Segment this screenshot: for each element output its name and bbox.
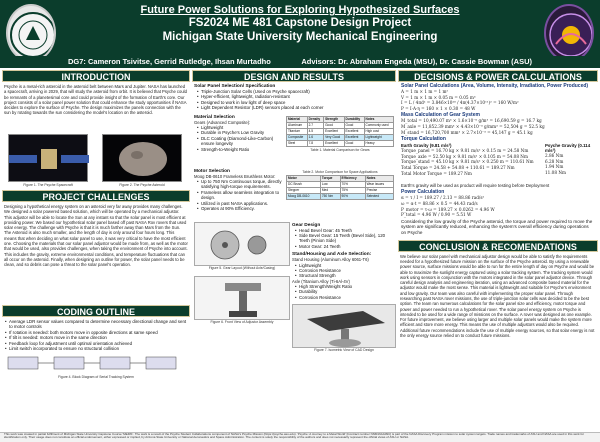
earth-gravity-label: Earth Gravity (9.81 m/s²) (401, 143, 452, 149)
earth-gravity-note: Earth's gravity will be used as product will require testing before Deployment (401, 183, 550, 189)
gear-stand-text (292, 222, 396, 353)
equation: M_axle = 11,852.39 mm³ × 4.43×10⁻³ g/mm³ = 52,504 g = 52.5 kg (401, 123, 545, 129)
psyche-gravity-label: Psyche Gravity (0.114 m/s²) (545, 143, 591, 154)
table-cell: Good (344, 140, 364, 146)
list-item: • Average LDR sensor values compared to determine necessary directional change and sent to motor controls (5, 319, 190, 330)
author-bar (0, 56, 600, 68)
list-item: • Side Bevel Gear: 15 Teeth (Bevel Side), 120 Teeth (Pinion Side) (295, 233, 396, 244)
intro-heading: INTRODUCTION (2, 70, 190, 82)
stand-heading: Stand/Housing and Axle Selection: (292, 252, 372, 258)
axle-sub: Axle (Titanium Alloy (Ti-6Al-4V) (292, 278, 350, 284)
table-cell: Steel (287, 140, 308, 146)
fig6-caption: Figure 6. Front View of Adjustor Assembly (210, 319, 274, 324)
psyche-asteroid-image (102, 134, 182, 182)
torque-calc-heading: Torque Calculation (401, 136, 446, 143)
gear-stand-block (192, 222, 396, 384)
table-cell: Excellent (324, 128, 344, 134)
psyche-torque: 1.94 Nm (545, 164, 564, 170)
list-item: • High Strength/Weight Ratio (295, 284, 396, 289)
advisors: Advisors: Dr. Abraham Engeda (MSU), Dr. Cassie Bowman (ASU) (301, 57, 532, 66)
equation: ω = α·t = 88.86 × 0.5 = 44.43 rad/s (401, 201, 478, 207)
material-table (286, 116, 394, 152)
list-item: • Operates at 90% Efficiency. (197, 206, 282, 211)
table1-caption: Table 1. Material Comparison for Gears (310, 147, 370, 152)
solar-calc-heading: Solar Panel Calculations (Area, Volume, Intensity, Irradiation, Power Produced) (401, 83, 589, 89)
motor-table (286, 170, 394, 200)
psyche-torque: 2.86 Nm (545, 153, 564, 159)
list-item: • Structural Strength (295, 273, 396, 278)
table-cell: Composite (287, 134, 308, 140)
table-cell: Titanium (287, 128, 308, 134)
equation: A = 1 m × 1 m = 1 m² (401, 89, 449, 94)
table-cell: 90% (340, 193, 365, 199)
list-item: • If rotation is needed: both motors move in opposite directions at same speed (5, 330, 190, 335)
axle-list (292, 284, 396, 300)
fig7-caption: Figure 7. Isometric View of CAD Design (314, 348, 374, 353)
table-cell: DC Brush (287, 181, 321, 187)
solar-list (194, 89, 394, 111)
table-cell: 1.6 (307, 134, 323, 140)
table-cell: Med (320, 187, 340, 193)
column-right (398, 70, 598, 430)
equation: Total Motor Torque = 189.27 Nm (401, 170, 472, 176)
table-cell: Very Good (324, 134, 344, 140)
material-list (194, 125, 282, 152)
table-cell: Wear issues (365, 181, 393, 187)
table-cell: Aluminum (287, 122, 308, 128)
cad-isometric-image (292, 304, 396, 348)
table-header: Motor (287, 175, 321, 181)
table-row (287, 193, 394, 199)
list-item: • Frameless allow seamless integration to design. (197, 190, 282, 201)
table-header: Material (287, 116, 308, 122)
table-cell: Lightweight (364, 134, 393, 140)
stand-sub: Stand Housing (Aluminum Alloy 6061-T6) (292, 257, 369, 263)
list-item: • Triple-Junction Solar Cells (Used on Psyche spacecraft) (197, 89, 394, 94)
table-cell: Commonly used (364, 122, 393, 128)
msu-seal-logo (6, 4, 56, 62)
motor-list (194, 179, 282, 211)
table-header: Efficiency (340, 175, 365, 181)
fig1-caption: Figure 1. The Psyche Spacecraft (23, 183, 73, 187)
table-header: Strength (324, 116, 344, 122)
table-cell: Precise (365, 187, 393, 193)
equation: Total Torque = 24.58 + 54.08 + 110.61 = 189.27 Nm (401, 164, 515, 170)
equation: V = 1 m × 1 m × 0.05 m = 0.05 m³ (401, 94, 476, 100)
challenges-text: Designing a hypothetical energy system on an asteroid very far away provides many challenges. We designed a solar powered based solution, which will be operated by a mechanical adjustor. This adjustor will be able to locate the Sun at any instant so that the solar panel is most efficient at providing power. We based our hypothetical solar panel based off past NASA Rov rovers that used solar energy. The challenge with Psyche is that it is much farther away than Mars from the Sun. The Asteroid is also much smaller, and the length of day is only around four hours long. This means that when deciding on what solar panel to use, it was very critical to have the most efficient one. Choosing the materials that our solar panel adjustor would be made from, as well as the motor that would be used, also provides challenges, when taking the environment of Psyche into account. This includes the gravity, extreme environmental conditions, and temperature fluctuations that can all occur on the asteroid. Finally, when designing an outline for power, the solar panel needs to be clean, and so debris can pose a threat to the solar panel's operation. (4, 204, 188, 268)
fig2-caption: Figure 2. The Psyche Asteroid (119, 183, 165, 187)
gear-list (292, 228, 396, 250)
adjustor-front-image (194, 276, 290, 320)
torque-block (401, 142, 595, 182)
motor-heading: Motor Selection (194, 168, 230, 174)
conclusion-heading: CONCLUSION & RECOMENDATIONS (398, 240, 598, 252)
design-heading: DESIGN AND RESULTS (192, 70, 396, 82)
table-header: Notes (365, 175, 393, 181)
equation: α = τ / I = 189.27 / 2.13 = 88.86 rad/s² (401, 195, 485, 201)
list-item: • Feedback loop for adjustment until optimal orientation achieved (5, 341, 190, 346)
list-item: • Up to 750 Nm Continuous torque, directly satisfying high-torque requirements. (197, 179, 282, 190)
mass-calc-heading: Mass Calculation of Gear System (401, 112, 480, 119)
gear-figures (194, 222, 290, 324)
table-header: Density (307, 116, 323, 122)
equation: I = L / 4πd² = 3.846×10²⁶ / 4π(4.37×10¹¹)² = 160 W/m² (401, 100, 519, 106)
table-cell: 70% (340, 181, 365, 187)
table-cell: High cost (364, 128, 393, 134)
column-middle (192, 70, 396, 430)
table-cell: Good (344, 122, 364, 128)
table-cell: 7.8 (307, 140, 323, 146)
psyche-mission-logo (544, 4, 594, 62)
table-cell: Good (324, 122, 344, 128)
coding-list (2, 317, 190, 351)
psyche-spacecraft-image (8, 134, 88, 182)
table-header: Notes (364, 116, 393, 122)
gear-layout-image (194, 222, 290, 266)
column-left (2, 70, 190, 430)
list-item: • DLC Coating (Diamond-Like-Carbon) ensure longevity (197, 136, 282, 147)
material-block (192, 112, 396, 168)
equation: P_total = 4.96 W / 0.90 = 5.51 W (401, 212, 472, 218)
table-cell: 750 Nm (320, 193, 340, 199)
institution-name: Michigan State University Mechanical Engineering (162, 31, 438, 43)
table-header: Durability (344, 116, 364, 122)
table2-caption: Table 2. Motor Comparison for Space Applications (302, 169, 378, 174)
equation: Torque_stand = 45.10 kg × 9.81 m/s² × 0.250 m = 110.61 Nm (401, 159, 534, 165)
challenges-heading: PROJECT CHALLENGES (2, 190, 190, 202)
table-cell: Excellent (344, 128, 364, 134)
coding-heading: CODING OUTLINE (2, 305, 190, 317)
list-item: • Corrosion Resistance (295, 268, 396, 273)
solar-selection-heading: Solar Panel Selection/ Specification (194, 84, 276, 89)
block-diagram (2, 351, 190, 385)
list-item: • Corrosion Resistance (295, 295, 396, 300)
power-calc-heading: Power Calculation (401, 189, 445, 196)
fig5-caption: Figure 5. Gear Layout (Without Axle/Casing) (208, 265, 276, 270)
list-item: • Head Bevel Gear: 45 Teeth (295, 228, 396, 233)
table-cell: 4.5 (307, 128, 323, 134)
equation: P = I·A·η = 160 × 1 × 0.30 = 48 W (401, 105, 476, 111)
table-cell: Heavy (364, 140, 393, 146)
intro-figures (2, 132, 190, 190)
equation: Torque_panel = 16.70 kg × 9.81 m/s² × 0.15 m = 24.58 Nm (401, 148, 529, 154)
list-item: • Limit switch incorporated to ensure no structural collision (5, 346, 190, 351)
title-block (60, 4, 540, 44)
team-members: DG7: Cameron Tsivitse, Gerrid Rutledge, Ihsan Murtadho (68, 57, 271, 66)
conclusion-text: We believe our solar panel with mechanical adjustor design would be able to satisfy the requirements needed for a hypothesized future mission on the surface of the Psyche asteroid. By using a renewable power source, surface missions would be able to run for the entire length of day on Psyche and would be able to maximize the sunlight energy captured using a solar tracking system. The tracking system would work using sensors in conjunction with the motors integrated in the solar panel adjustor device. Through careful design analysis and engineering iteration, using an advanced composite based material for the adjustor would make the most sense. This material is lightweight and suitable for Psyche's environment and low gravity. Our team was also careful with implementing the proper solar panel. Through researching past NASA rover missions, the use of triple-junction solar cells was decided to be the best option. The team ran numerous calculations for the solar panel size and efficiency, motor torque and power and power needed to run a hypothetical rover. The solar panel energy system on Psyche is intended to be used for a wide range of missions on the surface. A rover was designed as one example. For future improvement, we believe using larger and multiple solar panels would make the system more efficient and store more energy. This means the use of multiple adjustors would also be required. Additional future recommendations include the use of multiple energy sources, so that solar energy is not the only energy source relied on to conduct future missions. (400, 253, 595, 339)
table-header: Torque (320, 175, 340, 181)
list-item: • Strength-to-Weight Ratio (197, 147, 282, 152)
fig4-caption: Figure 4. Block Diagram of Serial Tracking System (58, 375, 134, 380)
material-heading: Material Selection (194, 114, 235, 120)
psyche-torque: 11.08 Nm (545, 169, 566, 175)
calc-heading: DECISIONS & POWER CALCULATIONS (398, 70, 598, 82)
table-cell: 2.7 (307, 122, 323, 128)
gear-heading: Gear Design (292, 222, 321, 228)
psyche-torque: 6.28 Nm (545, 158, 564, 164)
table-cell: Selected (365, 193, 393, 199)
poster-subtitle: FS2024 ME 481 Capstone Design Project (188, 17, 412, 29)
list-item: • Lightweight (295, 263, 396, 268)
table-cell: 75% (340, 187, 365, 193)
table-cell: Moog DB-0610 (287, 193, 321, 199)
equation: M_total = 10,490.07 m³ × 1.6×10⁻⁶ g/m³ = 16,690.59 g = 16.7 kg (401, 118, 542, 124)
list-item: • Motor Gear: 24 Teeth (295, 244, 396, 249)
list-item: • Durable in Psyche's Low Gravity (197, 130, 282, 135)
table-cell: Low (320, 181, 340, 187)
motor-sub: Moog DB-0610 Frameless Brushless Motor: (194, 173, 276, 179)
table-row (287, 140, 394, 146)
equation: P_motor = τ·ω = 189.27 × 0.0262 = 4.96 W (401, 206, 495, 212)
list-item: • Utilized in past NASA applications. (197, 201, 282, 206)
power-note: Considering the low gravity of the Psyche asteroid, the torque and power required to move the system are significantly reduced, enhancing the system's overall efficiency during operations on Psyche (401, 218, 593, 236)
list-item: • If tilt is needed: motors move in the same direction (5, 335, 190, 340)
poster-title: Future Power Solutions for Exploring Hypothesized Surfaces (140, 4, 460, 16)
material-sub: Gears (Advanced Composite): (194, 119, 251, 125)
footer-disclaimer: This work was created in partial fulfillment of Michigan State University Capstone Course 'ME481'. The work is a result of the Psyche Student Collaborations component of NASA's Psyche Mission (https://psyche.asu.edu). 'Psyche: A Journey to a Metal World' [Contract number NNM16AA09C] is part of the NASA Discovery Program mission to solar system targets. Trade names and trademarks of ASU and NASA are used in this work for identification only. Their usage does not constitute an official endorsement, either expressed or implied, by Arizona State University or National Aeronautics and Space Administration. The content is solely the responsibility of the authors and does not necessarily represent the official views of ASU or NASA. (0, 432, 600, 442)
intro-text: Psyche is a metal-rich asteroid in the asteroid belt between Mars and Jupiter. NASA has launched a spacecraft, arriving in 2029, that will study the asteroid from orbit. It is believed that Psyche could be remnants of a planetesimal core and could provide insight of the formation of Earth's core. Our project consists of a solar panel power solution that could enhance the study opportunities if NASA decides to explore the surface of Psyche. The design maximizes the panels connection with the sun by rotating towards the sun considering the model's location on the asteroid. (4, 84, 187, 116)
equation: Torque_axle = 52.50 kg × 9.81 m/s² × 0.105 m = 54.08 Nm (401, 153, 528, 159)
table-cell: Excellent (344, 134, 364, 140)
list-item: • Lightweight (197, 125, 282, 130)
list-item: • Durability (295, 289, 396, 294)
stand-list (292, 263, 396, 279)
table-cell: Stepper (287, 187, 321, 193)
list-item: • Hyper-efficient, lightweight, radiation-resistant (197, 94, 394, 99)
list-item: • Light Dependent Resistor (LDR) sensors placed at each corner (197, 105, 394, 110)
table-cell: Excellent (324, 140, 344, 146)
list-item: • Designed to work in low light of deep space (197, 100, 394, 105)
equation: M_stand = 16,720,700 mm³ × 2.7×10⁻³ = 45,147 g = 45.1 kg (401, 129, 533, 135)
motor-block (192, 168, 396, 222)
